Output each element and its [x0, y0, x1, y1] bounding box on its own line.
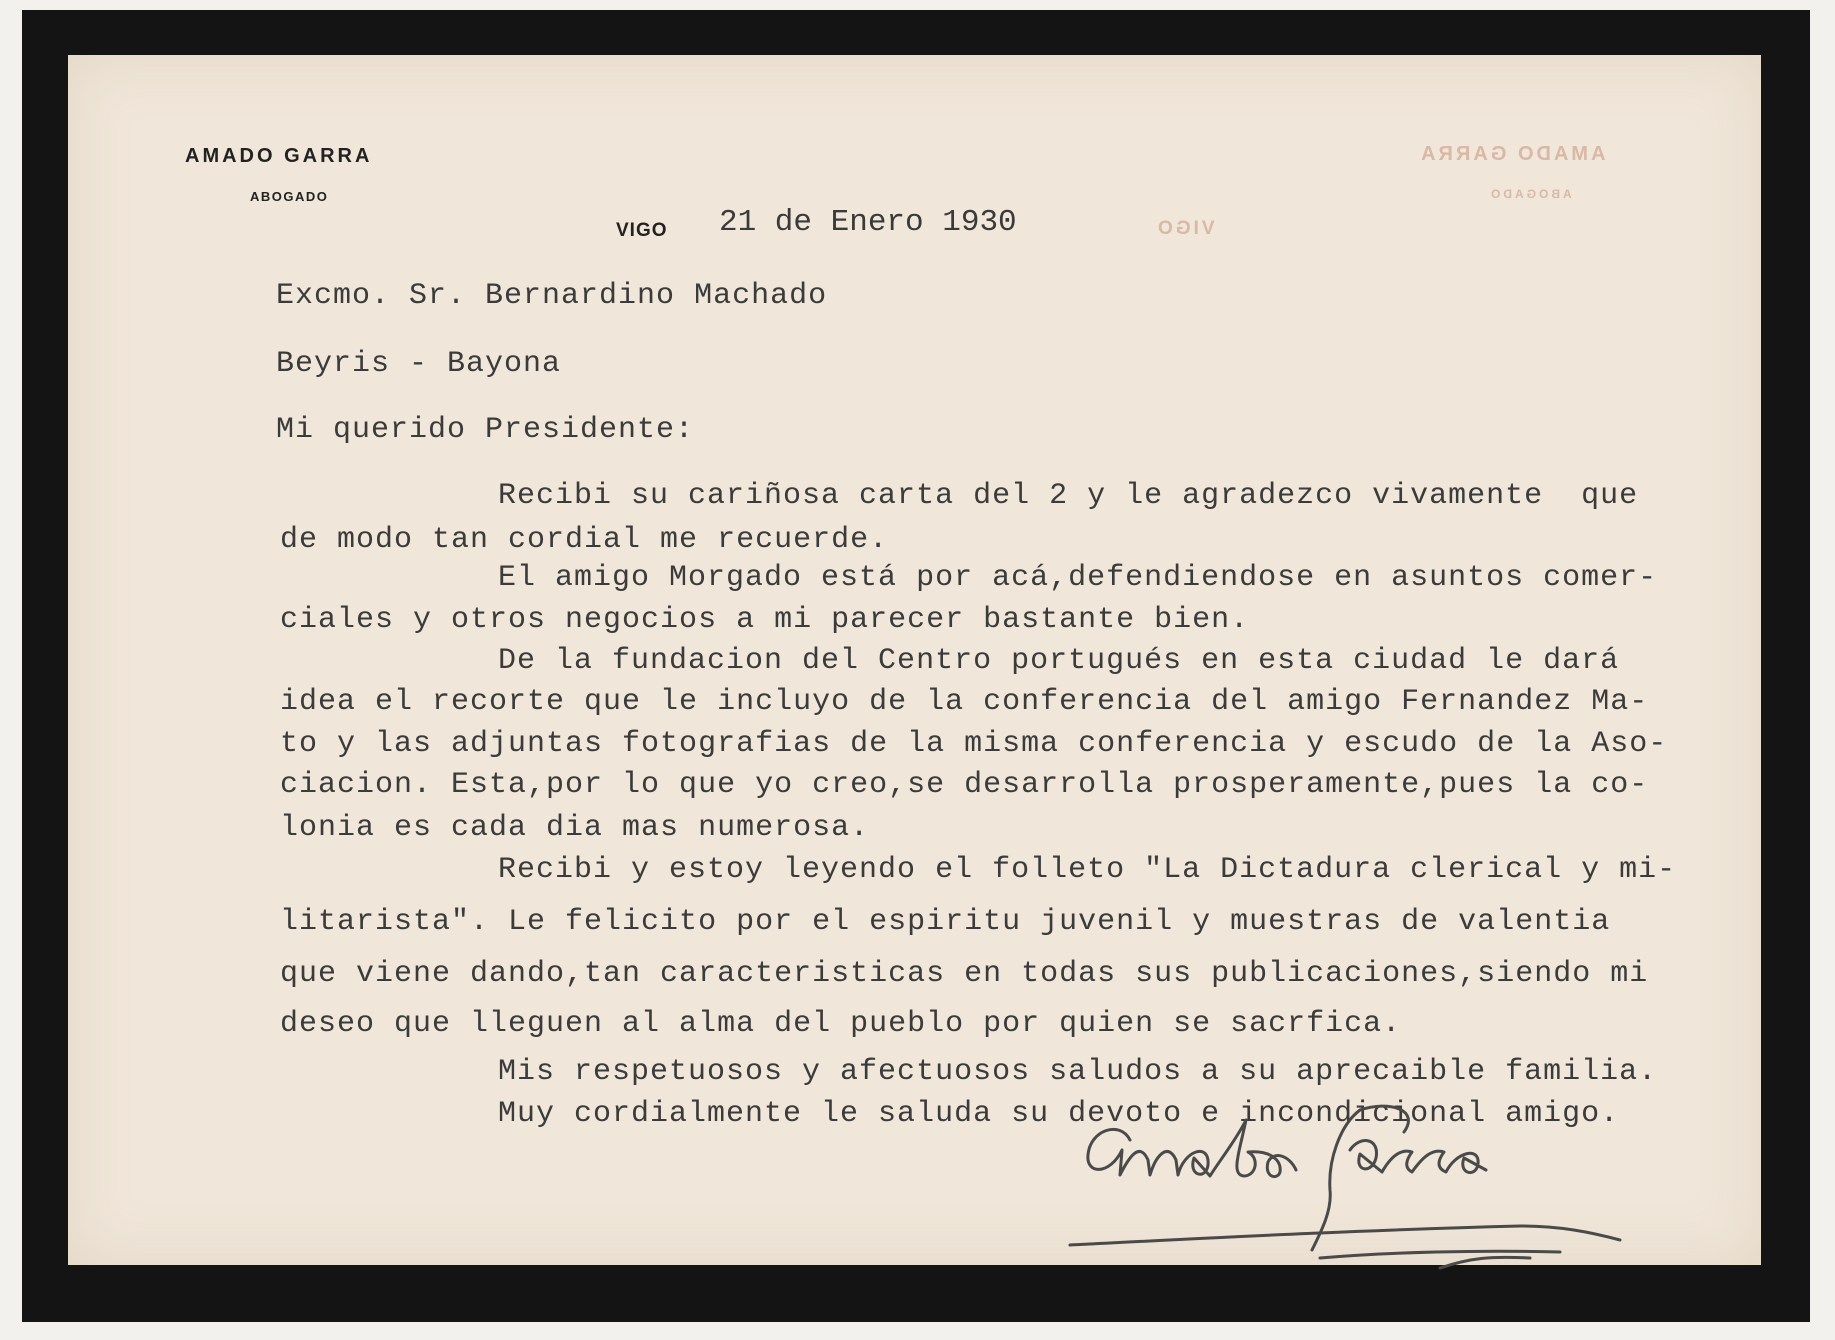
body-line: to y las adjuntas fotografias de la misma conferencia y escudo de la Aso- — [280, 727, 1668, 761]
body-line: Muy cordialmente le saluda su devoto e incondicional amigo. — [498, 1097, 1620, 1131]
body-line: Mis respetuosos y afectuosos saludos a su aprecaible familia. — [498, 1055, 1658, 1089]
body-line: El amigo Morgado está por acá,defendiendose en asuntos comer- — [498, 561, 1658, 595]
body-line: de modo tan cordial me recuerde. — [280, 523, 889, 557]
body-line: ciales y otros negocios a mi parecer bastante bien. — [280, 603, 1250, 637]
offset-letterhead-title: ABOGADO — [1488, 187, 1572, 201]
signature-flourish — [1440, 1257, 1530, 1268]
body-line: idea el recorte que le incluyo de la conferencia del amigo Fernandez Ma- — [280, 685, 1649, 719]
signature-underline — [1070, 1226, 1620, 1245]
offset-letterhead-name: AMADO GARRA — [1418, 143, 1606, 165]
body-line: Recibi su cariñosa carta del 2 y le agradezco vivamente que — [498, 479, 1639, 513]
salutation: Mi querido Presidente: — [276, 413, 695, 447]
recipient-location: Beyris - Bayona — [276, 347, 562, 381]
signature-stroke — [1088, 1120, 1296, 1177]
letterhead-name: AMADO GARRA — [185, 145, 373, 167]
body-line: litarista". Le felicito por el espiritu juvenil y muestras de valentia — [280, 905, 1611, 939]
body-line: De la fundacion del Centro portugués en esta ciudad le dará — [498, 644, 1620, 678]
body-line: ciacion. Esta,por lo que yo creo,se desarrolla prosperamente,pues la co- — [280, 768, 1649, 802]
body-line: lonia es cada dia mas numerosa. — [280, 811, 870, 845]
body-line: Recibi y estoy leyendo el folleto "La Dictadura clerical y mi- — [498, 853, 1677, 887]
body-line: deseo que lleguen al alma del pueblo por quien se sacrfica. — [280, 1007, 1402, 1041]
handwritten-signature — [1060, 1080, 1680, 1280]
signature-stroke — [1312, 1106, 1408, 1250]
letterhead-title: ABOGADO — [250, 189, 329, 204]
offset-letterhead-place: VIGO — [1155, 218, 1215, 239]
letter-date: 21 de Enero 1930 — [719, 205, 1017, 240]
letterhead-place: VIGO — [616, 220, 668, 241]
body-line: que viene dando,tan caracteristicas en todas sus publicaciones,siendo mi — [280, 957, 1649, 991]
signature-stroke — [1350, 1141, 1486, 1173]
recipient-name: Excmo. Sr. Bernardino Machado — [276, 279, 828, 313]
